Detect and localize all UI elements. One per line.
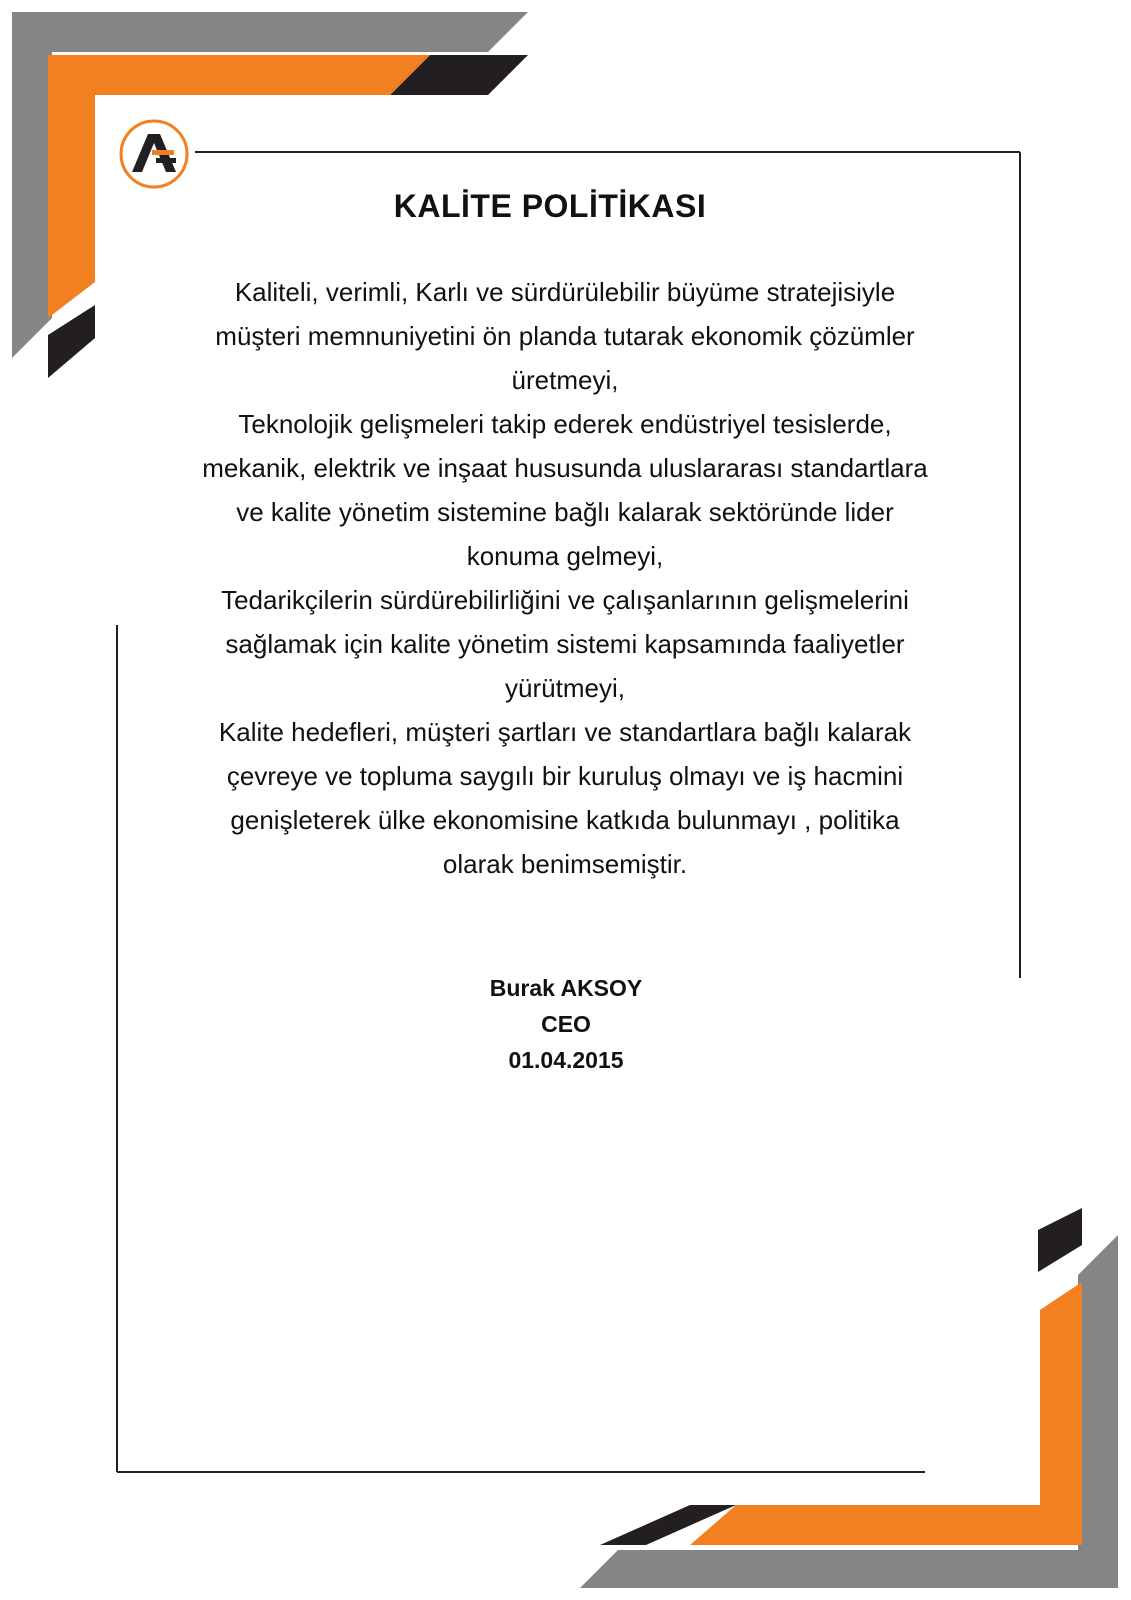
policy-line: çevreye ve topluma saygılı bir kuruluş olmayı ve iş hacmini [226, 761, 904, 791]
policy-line: genişleterek ülke ekonomisine katkıda bulunmayı , politika [230, 805, 900, 835]
policy-line: müşteri memnuniyetini ön planda tutarak ekonomik çözümler [215, 321, 915, 351]
bottom-right-dark-band [1038, 1208, 1082, 1272]
policy-line: mekanik, elektrik ve inşaat hususunda uluslararası standartlara [202, 453, 928, 483]
policy-line: Teknolojik gelişmeleri takip ederek endüstriyel tesislerde, [238, 409, 892, 439]
policy-line: sağlamak için kalite yönetim sistemi kapsamında faaliyetler [225, 629, 905, 659]
signature-block [420, 970, 712, 1078]
policy-line: ve kalite yönetim sistemine bağlı kalarak sektöründe lider [236, 497, 894, 527]
company-logo-icon [118, 118, 190, 190]
policy-line: yürütmeyi, [505, 673, 625, 703]
bottom-right-orange-band [690, 1282, 1082, 1545]
policy-line: olarak benimsemiştir. [442, 849, 688, 879]
signatory-name: Burak AKSOY [489, 975, 643, 1001]
signature-date: 01.04.2015 [508, 1047, 624, 1073]
policy-line: Kalite hedefleri, müşteri şartları ve standartlara bağlı kalarak [218, 717, 912, 747]
page-title: KALİTE POLİTİKASI [393, 188, 707, 224]
policy-line: üretmeyi, [511, 365, 619, 395]
policy-line: konuma gelmeyi, [466, 541, 664, 571]
top-left-dark-band-vertical [48, 305, 95, 378]
policy-line: Kaliteli, verimli, Karlı ve sürdürülebilir büyüme stratejisiyle [234, 277, 896, 307]
policy-line: Tedarikçilerin sürdürebilirliğini ve çalışanlarının gelişmelerini [221, 585, 909, 615]
signatory-role: CEO [541, 1011, 591, 1037]
policy-body [130, 270, 1000, 886]
